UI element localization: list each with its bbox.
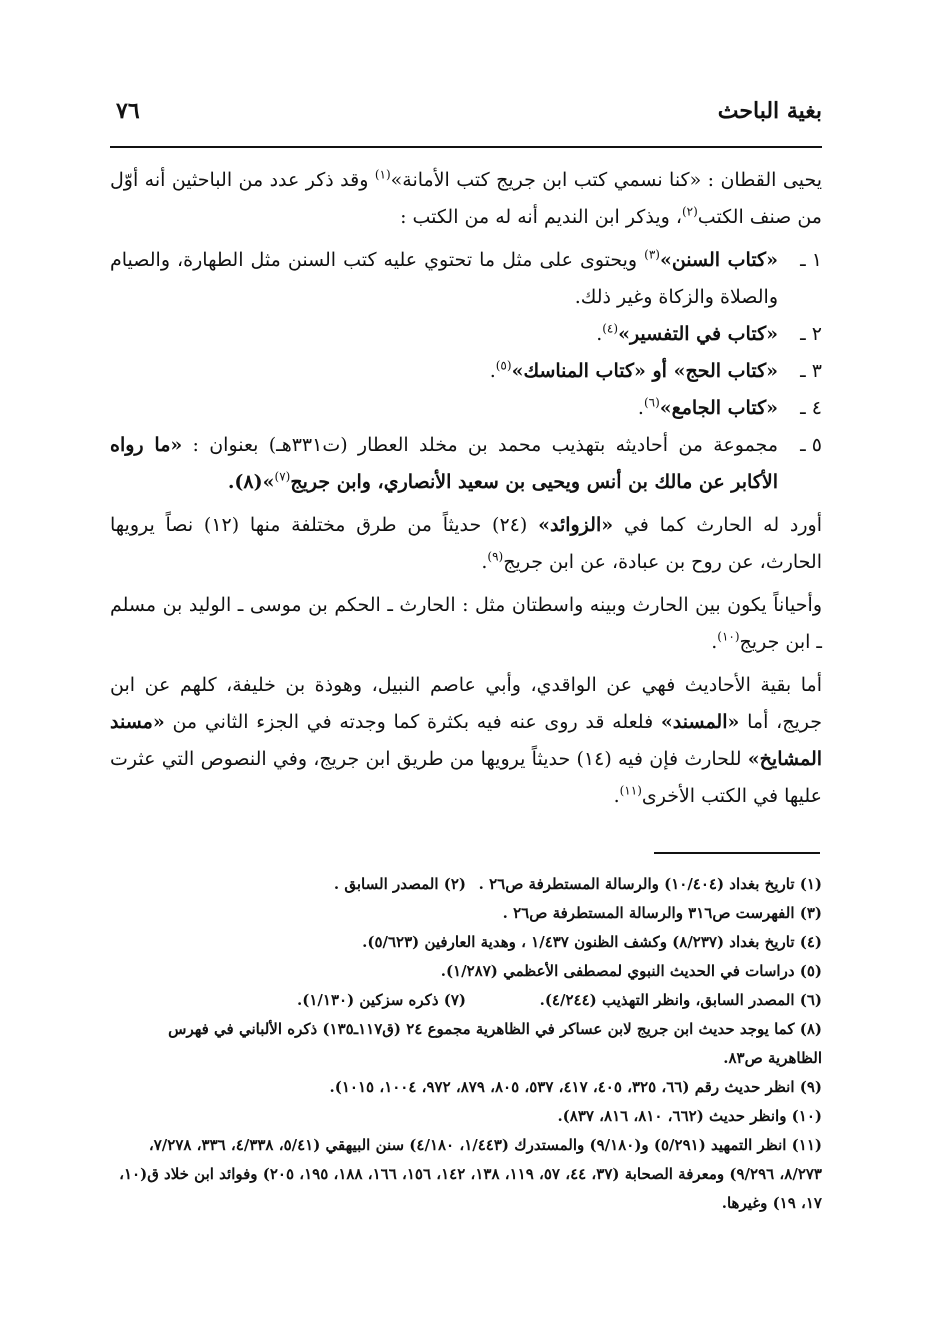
text-run: .: [711, 631, 718, 653]
footnote: (٥) دراسات في الحديث النبوي لمصطفى الأعظمي (١/٢٨٧).: [440, 962, 822, 980]
list-item: [110, 427, 822, 501]
footnote-rule: [654, 852, 820, 854]
footnote: (٤) تاريخ بغداد (٨/٢٣٧) وكشف الظنون ١/٤٣٧ ، وهدية العارفين (٥/٦٢٣).: [362, 933, 822, 951]
text-run: وأحياناً يكون بين الحارث وبينه واسطتان مثل : الحارث ـ الحكم بن موسى ـ الوليد بن مسلم ـ ابن جريج: [110, 594, 822, 653]
footnote-row: [110, 986, 822, 1015]
footnote: (٧) ذكره سزكين (١/١٣٠).: [297, 991, 466, 1009]
footnote-ref: (٣): [644, 247, 660, 262]
text-run: .: [489, 360, 496, 382]
text-run: .: [481, 551, 488, 573]
footnote-ref: (٢): [681, 204, 698, 219]
list-item: [110, 390, 822, 427]
paragraph-intro: [110, 162, 822, 236]
footnote-ref: (٦): [643, 395, 660, 410]
book-title: «كتاب الجامع»: [659, 397, 778, 419]
list-number: ٢ ـ: [800, 323, 822, 345]
list-number: ٣ ـ: [800, 360, 822, 382]
running-title: بغية الباحث: [717, 98, 822, 124]
footnote: (٩) انظر حديث رقم (٦٦، ٣٢٥، ٤٠٥، ٤١٧، ٥٣٧، ٨٠٥، ٨٧٩، ٩٧٢، ١٠٠٤، ١٠١٥).: [329, 1078, 822, 1096]
footnote-ref: (٤): [602, 321, 619, 336]
text-run: أورد له الحارث كما في: [613, 514, 823, 536]
book-title: «الزوائد»: [538, 514, 614, 536]
text-run: »(٨).: [227, 471, 275, 493]
text-run: .: [596, 323, 603, 345]
paragraph: [110, 667, 822, 815]
header-rule: [110, 146, 822, 148]
list-number: ٥ ـ: [800, 434, 822, 456]
paragraph: [110, 507, 822, 581]
paragraph: [110, 587, 822, 661]
list-item: [110, 316, 822, 353]
footnote: (١٠) وانظر حديث (٦٦٢، ٨١٠، ٨١٦، ٨٣٧).: [557, 1107, 822, 1125]
footnote-ref: (١١): [619, 783, 642, 798]
footnote-row: [110, 870, 822, 899]
page-number: ٧٦: [116, 98, 140, 124]
book-title: «المسند»: [660, 711, 740, 733]
footnote-ref: (١): [374, 167, 391, 182]
footnote: (٣) الفهرست ص٣١٦ والرسالة المستطرفة ص٢٦ .: [502, 904, 822, 922]
list-item: [110, 353, 822, 390]
footnote-ref: (٥): [495, 358, 512, 373]
text-run: ، ويذكر ابن النديم أنه له من الكتب :: [400, 206, 682, 228]
footnote: (٦) المصدر السابق، وانظر التهذيب (٤/٢٤٤).: [539, 991, 822, 1009]
footnotes: [110, 870, 822, 1218]
text-run: ويحتوى على مثل ما تحتوي عليه كتب السنن مثل الطهارة، والصيام والصلاة والزكاة وغير ذلك.: [110, 249, 778, 308]
text-run: أما بقية الأحاديث فهي عن الواقدي، وأبي عاصم النبيل، وهوذة بن خليفة، كلهم عن ابن جريج، أما: [110, 674, 822, 733]
list-item: [110, 242, 822, 316]
footnote-ref: (٧): [274, 469, 291, 484]
footnote: (١١) انظر التمهيد (٥/٢٩١) و(٩/١٨٠) والمستدرك (١/٤٤٣، ٤/١٨٠) سنن البيهقي (٥/٤١، ٤/٣٣٨، ٣٣٦، ٧/٢٧٨، ٨/٢٧٣، ٩/٢٩٦) ومعرفة الصحابة (٣٧، ٤٤، ٥٧، ١١٩، ١٣٨، ١٤٢، ١٥٦، ١٦٦، ١٨٨، ١٩٥، ٢٠٥) وفوائد ابن خلاد ق(١٠، ١٧، ١٩) وغيرها.: [119, 1136, 822, 1212]
book-title: «ما رواه الأكابر عن مالك بن أنس ويحيى بن سعيد الأنصاري، وابن جريج: [110, 434, 778, 493]
footnote-ref: (٩): [487, 549, 504, 564]
book-title: «كتاب السنن»: [659, 249, 778, 271]
text-run: فلعله قد روى عنه فيه بكثرة كما وجدته في الجزء الثاني من: [164, 711, 661, 733]
text-run: يحيى القطان : «كنا نسمي كتب ابن جريج كتب الأمانة»: [390, 169, 822, 191]
book-title: «كتاب في التفسير»: [618, 323, 778, 345]
footnote-ref: (١٠): [717, 629, 740, 644]
text-run: .: [613, 785, 620, 807]
footnote: (٢) المصدر السابق .: [333, 875, 466, 893]
text-run: للحارث فإن فيه (١٤) حديثاً يرويها من طريق ابن جريج، وفي النصوص التي عثرت عليها في الكتب الأخرى: [110, 748, 822, 807]
book-title: «كتاب الحج» أو «كتاب المناسك»: [511, 360, 778, 382]
footnote: (٨) كما يوجد حديث ابن جريج لابن عساكر في الظاهرية مجموع ٢٤ (ق١١٧ـ١٣٥) ذكره الألباني في فهرس الظاهرية ص٨٣.: [168, 1020, 822, 1067]
list-number: ١ ـ: [800, 249, 822, 271]
footnote: (١) تاريخ بغداد (١٠/٤٠٤) والرسالة المستطرفة ص٢٦ .: [478, 875, 822, 893]
main-text: [110, 162, 822, 821]
text-run: (٢٤) حديثاً من طرق مختلفة منها (١٢) نصاً يرويها الحارث، عن روح بن عبادة، عن ابن جريج: [110, 514, 822, 573]
book-title: «مسند المشايخ»: [110, 711, 823, 770]
text-run: .: [637, 397, 644, 419]
running-header: [110, 96, 822, 136]
list-number: ٤ ـ: [800, 397, 822, 419]
text-run: وقد ذكر عدد من الباحثين أنه أوّل من صنف الكتب: [110, 169, 822, 228]
text-run: مجموعة من أحاديثه بتهذيب محمد بن مخلد العطار (ت٣٣١هـ) بعنوان :: [182, 434, 778, 456]
